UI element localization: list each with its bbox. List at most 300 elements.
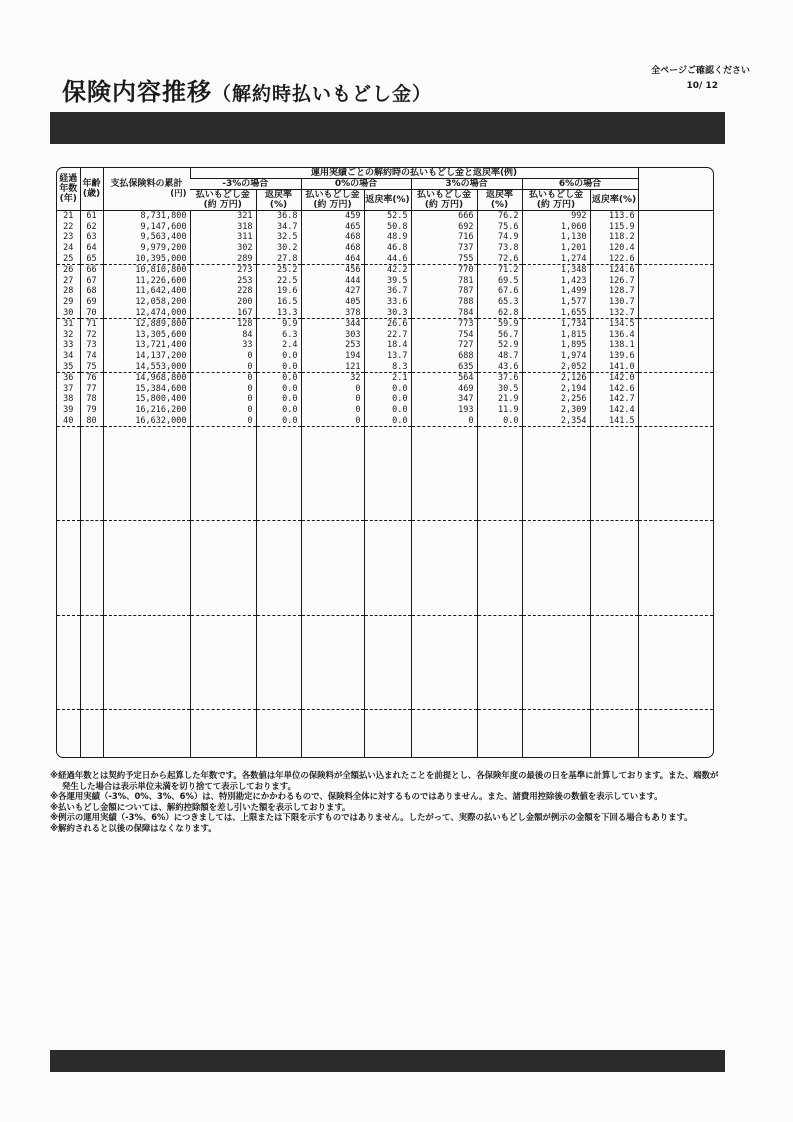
- table-cell: 0.0: [364, 405, 411, 416]
- refund-table: [57, 168, 713, 757]
- table-cell: 0.0: [256, 394, 301, 405]
- table-cell: 122.6: [590, 253, 638, 264]
- header-premium-total: [103, 168, 190, 211]
- table-cell: 78: [80, 394, 103, 405]
- footnote: ※経過年数とは契約予定日から起算した年数です。各数値は年単位の保険料が全額払い込まれたことを前提とし、各保険年度の最後の日を基準に計算しております。また、端数が発生した場合は表示単位未満を切り捨てて表示しております。: [50, 770, 719, 791]
- table-cell: 0.0: [256, 384, 301, 395]
- table-cell-blank: [301, 426, 364, 520]
- table-cell: 302: [190, 243, 256, 254]
- table-cell-blank: [638, 415, 713, 426]
- table-cell: 120.4: [590, 243, 638, 254]
- table-cell-blank: [256, 426, 301, 520]
- table-cell-blank: [411, 710, 477, 757]
- table-cell: 273: [190, 264, 256, 275]
- table-cell-blank: [103, 426, 190, 520]
- table-cell-blank: [80, 710, 103, 757]
- table-cell: 0: [301, 405, 364, 416]
- table-cell: 456: [301, 264, 364, 275]
- table-cell: 32: [301, 372, 364, 383]
- table-cell: 73: [80, 340, 103, 351]
- table-cell: 77: [80, 384, 103, 395]
- table-cell: 0: [190, 405, 256, 416]
- table-cell-blank: [638, 372, 713, 383]
- table-row: [57, 415, 713, 426]
- header-age: 年齢(歳): [80, 168, 103, 211]
- table-cell: 142.0: [590, 372, 638, 383]
- table-cell: 318: [190, 222, 256, 233]
- table-cell-blank: [190, 710, 256, 757]
- header-scenario-0: 0%の場合: [301, 179, 411, 190]
- table-cell: 65.3: [477, 297, 522, 308]
- table-cell-blank: [590, 426, 638, 520]
- table-cell: 14,553,000: [103, 361, 190, 372]
- table-cell: 1,974: [522, 351, 590, 362]
- table-row-empty: [57, 521, 713, 615]
- title-main: 保険内容推移: [62, 78, 212, 106]
- table-cell: 68: [80, 286, 103, 297]
- table-cell: 444: [301, 276, 364, 287]
- table-cell: 67.6: [477, 286, 522, 297]
- table-cell: 40: [57, 415, 80, 426]
- table-cell: 75.6: [477, 222, 522, 233]
- page-title: [62, 72, 432, 107]
- title-subtitle: （解約時払いもどし金）: [212, 83, 433, 105]
- table-cell: 0.0: [477, 415, 522, 426]
- table-cell: 1,130: [522, 232, 590, 243]
- table-cell: 9.9: [256, 318, 301, 329]
- table-cell: 18.4: [364, 340, 411, 351]
- refund-table-frame: [56, 167, 714, 758]
- table-row-empty: [57, 615, 713, 709]
- table-cell: 1,895: [522, 340, 590, 351]
- table-cell: 76.2: [477, 211, 522, 222]
- table-cell: 121: [301, 361, 364, 372]
- table-cell: 0.0: [256, 405, 301, 416]
- table-cell: 52.9: [477, 340, 522, 351]
- table-cell: 13,305,600: [103, 330, 190, 341]
- footnote: ※払いもどし金額については、解約控除額を差し引いた額を表示しております。: [50, 801, 351, 812]
- table-cell: 62.8: [477, 307, 522, 318]
- table-cell-blank: [103, 615, 190, 709]
- table-row: [57, 361, 713, 372]
- table-cell: 128.7: [590, 286, 638, 297]
- table-row: [57, 297, 713, 308]
- table-cell: 9,979,200: [103, 243, 190, 254]
- table-row: [57, 253, 713, 264]
- table-cell: 0.0: [364, 415, 411, 426]
- table-row: [57, 318, 713, 329]
- table-cell: 23: [63, 232, 74, 243]
- table-cell: 14,137,200: [103, 351, 190, 362]
- table-cell: 30.2: [256, 243, 301, 254]
- table-cell: 15,800,400: [103, 394, 190, 405]
- table-cell: 22: [63, 221, 74, 232]
- table-cell: 61: [80, 211, 103, 222]
- table-cell: 21: [63, 211, 74, 222]
- header-refund: 払いもどし金(約 万円): [522, 190, 590, 211]
- table-cell: 30.5: [477, 384, 522, 395]
- table-cell: 727: [411, 340, 477, 351]
- table-cell: 56.7: [477, 330, 522, 341]
- table-cell: 141.0: [590, 361, 638, 372]
- footnote: ※各運用実績（-3%、0%、3%、6%）は、特別勘定にかかわるもので、保険料全体に対するものではありません。また、諸費用控除後の数値を表示しています。: [50, 791, 663, 801]
- table-cell-blank: [638, 394, 713, 405]
- table-cell-blank: [590, 521, 638, 615]
- table-cell: 167: [190, 307, 256, 318]
- table-cell: 12,058,200: [103, 297, 190, 308]
- table-cell: 124.6: [590, 264, 638, 275]
- header-elapsed-years: 経過年数(年): [57, 168, 80, 211]
- table-cell-blank: [103, 521, 190, 615]
- table-cell: 43.6: [477, 361, 522, 372]
- table-row: [57, 384, 713, 395]
- table-cell: 34.7: [256, 222, 301, 233]
- header-premium-label: 支払保険料の累計: [110, 179, 183, 189]
- table-cell: 1,274: [522, 253, 590, 264]
- table-row: [57, 211, 713, 222]
- table-cell-blank: [80, 615, 103, 709]
- table-cell: 19.6: [256, 286, 301, 297]
- table-cell: 0: [411, 415, 477, 426]
- table-cell: 9,147,600: [103, 222, 190, 233]
- table-cell: 118.2: [590, 232, 638, 243]
- table-cell-blank: [638, 307, 713, 318]
- table-cell-blank: [638, 426, 713, 520]
- table-cell: 142.7: [590, 394, 638, 405]
- table-cell: 1,577: [522, 297, 590, 308]
- table-cell-blank: [522, 426, 590, 520]
- table-cell-blank: [638, 222, 713, 233]
- table-cell: 0: [190, 372, 256, 383]
- table-cell: 11.9: [477, 405, 522, 416]
- table-cell: 770: [411, 264, 477, 275]
- footnotes: [50, 770, 725, 833]
- table-row: [57, 372, 713, 383]
- header-scenario-3: 3%の場合: [411, 179, 522, 190]
- table-cell: 2,052: [522, 361, 590, 372]
- table-cell-blank: [80, 521, 103, 615]
- table-cell: 992: [522, 211, 590, 222]
- table-cell-blank: [638, 384, 713, 395]
- table-cell: 84: [190, 330, 256, 341]
- table-cell: 142.4: [590, 405, 638, 416]
- table-cell: 33: [190, 340, 256, 351]
- table-cell: 38: [63, 394, 74, 405]
- table-cell: 141.5: [590, 415, 638, 426]
- table-cell: 465: [301, 222, 364, 233]
- table-cell-blank: [256, 615, 301, 709]
- table-cell-blank: [190, 521, 256, 615]
- table-cell: 344: [301, 318, 364, 329]
- table-cell-blank: [522, 521, 590, 615]
- table-cell: 26.6: [364, 318, 411, 329]
- table-cell: 16.5: [256, 297, 301, 308]
- table-cell: 24: [63, 243, 74, 254]
- table-cell: 11,226,600: [103, 276, 190, 287]
- table-cell: 321: [190, 211, 256, 222]
- table-cell: 253: [301, 340, 364, 351]
- table-cell-blank: [301, 521, 364, 615]
- table-cell: 781: [411, 276, 477, 287]
- table-row: [57, 264, 713, 275]
- refund-table-body: [57, 211, 713, 758]
- table-cell: 39.5: [364, 276, 411, 287]
- table-cell: 10,810,800: [103, 264, 190, 275]
- table-cell-blank: [638, 340, 713, 351]
- table-cell: 12,889,800: [103, 318, 190, 329]
- table-cell: 0.0: [256, 372, 301, 383]
- table-cell: 1,815: [522, 330, 590, 341]
- table-cell: 31: [63, 319, 74, 330]
- table-cell-blank: [638, 286, 713, 297]
- table-cell: 29: [63, 297, 74, 308]
- table-cell: 11,642,400: [103, 286, 190, 297]
- table-cell-blank: [57, 710, 80, 757]
- table-cell: 10,395,000: [103, 253, 190, 264]
- header-scenario-group: 運用実績ごとの解約時の払いもどし金と返戻率(例): [190, 168, 638, 179]
- table-cell: 15,384,600: [103, 384, 190, 395]
- footnote: ※解約されると以後の保障はなくなります。: [50, 822, 217, 833]
- table-cell: 76: [80, 372, 103, 383]
- table-cell: 13.7: [364, 351, 411, 362]
- table-cell: 1,201: [522, 243, 590, 254]
- table-cell: 0.0: [364, 384, 411, 395]
- table-cell: 469: [411, 384, 477, 395]
- table-cell: 33.6: [364, 297, 411, 308]
- table-cell: 468: [301, 232, 364, 243]
- table-row: [57, 307, 713, 318]
- table-cell-blank: [364, 426, 411, 520]
- table-cell: 66: [80, 264, 103, 275]
- table-cell: 0: [301, 394, 364, 405]
- table-cell: 30.3: [364, 307, 411, 318]
- header-refund: 払いもどし金(約 万円): [301, 190, 364, 211]
- table-cell: 36.7: [364, 286, 411, 297]
- table-cell-blank: [477, 615, 522, 709]
- table-cell: 128: [190, 318, 256, 329]
- table-cell: 2,194: [522, 384, 590, 395]
- table-cell: 22.5: [256, 276, 301, 287]
- table-row: [57, 405, 713, 416]
- table-cell: 73.8: [477, 243, 522, 254]
- table-cell: 28: [63, 286, 74, 297]
- table-cell: 1,499: [522, 286, 590, 297]
- table-cell: 63: [80, 232, 103, 243]
- table-cell: 37.6: [477, 372, 522, 383]
- table-cell: 2,309: [522, 405, 590, 416]
- table-cell-blank: [190, 426, 256, 520]
- table-cell: 464: [301, 253, 364, 264]
- table-cell: 67: [80, 276, 103, 287]
- page-number: 10/ 12: [686, 81, 718, 91]
- table-cell: 688: [411, 351, 477, 362]
- table-cell: 2,256: [522, 394, 590, 405]
- table-cell: 142.6: [590, 384, 638, 395]
- table-cell: 126.7: [590, 276, 638, 287]
- table-cell-blank: [80, 426, 103, 520]
- table-cell: 405: [301, 297, 364, 308]
- table-cell-blank: [638, 710, 713, 757]
- table-cell: 14,968,800: [103, 372, 190, 383]
- table-cell: 21.9: [477, 394, 522, 405]
- table-cell-blank: [477, 426, 522, 520]
- table-row: [57, 286, 713, 297]
- table-cell: 773: [411, 318, 477, 329]
- table-cell: 755: [411, 253, 477, 264]
- table-cell-blank: [638, 264, 713, 275]
- table-cell-blank: [522, 710, 590, 757]
- table-row: [57, 351, 713, 362]
- table-cell: 25.2: [256, 264, 301, 275]
- table-cell-blank: [590, 615, 638, 709]
- table-cell-blank: [364, 521, 411, 615]
- table-cell-blank: [638, 211, 713, 222]
- table-cell: 427: [301, 286, 364, 297]
- table-cell: 39: [63, 404, 74, 415]
- header-refund: 払いもどし金(約 万円): [190, 190, 256, 211]
- table-cell: 25: [57, 253, 80, 264]
- table-cell: 0: [190, 394, 256, 405]
- table-cell: 62: [80, 222, 103, 233]
- table-cell: 716: [411, 232, 477, 243]
- table-cell-blank: [638, 521, 713, 615]
- footer-band: [50, 1050, 725, 1072]
- table-cell: 0.0: [256, 351, 301, 362]
- table-cell-blank: [522, 615, 590, 709]
- table-cell: 75: [80, 361, 103, 372]
- table-row: [57, 232, 713, 243]
- table-cell: 193: [411, 405, 477, 416]
- table-cell: 1,423: [522, 276, 590, 287]
- table-cell-blank: [638, 232, 713, 243]
- table-cell: 1,734: [522, 318, 590, 329]
- table-cell: 8.3: [364, 361, 411, 372]
- table-cell: 784: [411, 307, 477, 318]
- table-cell-blank: [364, 710, 411, 757]
- header-band: [50, 112, 725, 144]
- table-cell: 2,354: [522, 415, 590, 426]
- table-cell: 115.9: [590, 222, 638, 233]
- table-cell: 303: [301, 330, 364, 341]
- table-cell: 138.1: [590, 340, 638, 351]
- review-notice: 全ページご確認ください: [651, 66, 750, 76]
- table-cell: 72: [80, 330, 103, 341]
- table-cell: 311: [190, 232, 256, 243]
- table-cell: 59.9: [477, 318, 522, 329]
- table-cell: 9,563,400: [103, 232, 190, 243]
- table-cell: 50.8: [364, 222, 411, 233]
- table-cell: 0: [190, 351, 256, 362]
- table-cell: 33: [63, 340, 74, 351]
- table-cell: 0: [190, 384, 256, 395]
- table-cell-blank: [638, 405, 713, 416]
- table-cell: 48.7: [477, 351, 522, 362]
- table-cell: 130.7: [590, 297, 638, 308]
- table-row-empty: [57, 710, 713, 757]
- footnote: ※例示の運用実績（-3%、6%）につきましては、上限または下限を示すものではありません。したがって、実際の払いもどし金額が例示の金額を下回る場合もあります。: [50, 812, 693, 822]
- table-cell: 1,060: [522, 222, 590, 233]
- table-cell: 71.2: [477, 264, 522, 275]
- table-cell: 13,721,400: [103, 340, 190, 351]
- table-cell: 289: [190, 253, 256, 264]
- header-premium-unit: (円): [170, 189, 187, 199]
- table-cell: 32.5: [256, 232, 301, 243]
- table-cell: 37: [63, 383, 74, 394]
- table-cell-blank: [638, 361, 713, 372]
- table-cell: 36: [63, 373, 74, 384]
- table-cell: 12,474,000: [103, 307, 190, 318]
- table-cell: 692: [411, 222, 477, 233]
- table-cell: 564: [411, 372, 477, 383]
- table-cell-blank: [638, 351, 713, 362]
- table-cell: 0.0: [256, 415, 301, 426]
- table-cell-blank: [57, 426, 80, 520]
- table-cell: 0: [190, 361, 256, 372]
- table-cell: 378: [301, 307, 364, 318]
- table-cell: 788: [411, 297, 477, 308]
- header-rate: 返戻率(%): [364, 190, 411, 211]
- table-row-empty: [57, 426, 713, 520]
- table-row: [57, 222, 713, 233]
- table-cell: 71: [80, 318, 103, 329]
- table-cell: 74: [80, 351, 103, 362]
- table-cell: 0.0: [256, 361, 301, 372]
- table-cell: 69: [80, 297, 103, 308]
- table-cell: 52.5: [364, 211, 411, 222]
- table-cell: 22.7: [364, 330, 411, 341]
- table-cell: 26: [63, 265, 74, 276]
- header-scenario-6: 6%の場合: [522, 179, 638, 190]
- table-cell: 42.2: [364, 264, 411, 275]
- table-cell-blank: [638, 297, 713, 308]
- table-cell: 34: [63, 351, 74, 362]
- header-scenario-minus3: -3%の場合: [190, 179, 301, 190]
- table-cell: 6.3: [256, 330, 301, 341]
- table-cell: 64: [80, 243, 103, 254]
- table-cell: 635: [411, 361, 477, 372]
- table-cell-blank: [411, 521, 477, 615]
- table-cell: 16,216,200: [103, 405, 190, 416]
- table-cell: 787: [411, 286, 477, 297]
- table-cell: 8,731,800: [103, 211, 190, 222]
- table-cell-blank: [57, 615, 80, 709]
- table-cell: 0: [301, 384, 364, 395]
- table-cell-blank: [638, 615, 713, 709]
- table-cell: 36.8: [256, 211, 301, 222]
- table-cell: 32: [63, 329, 74, 340]
- table-cell-blank: [638, 318, 713, 329]
- table-cell: 468: [301, 243, 364, 254]
- header-rate: 返戻率(%): [256, 190, 301, 211]
- table-cell-blank: [364, 615, 411, 709]
- table-cell: 35: [57, 361, 80, 372]
- table-cell: 459: [301, 211, 364, 222]
- table-cell: 347: [411, 394, 477, 405]
- table-cell-blank: [477, 521, 522, 615]
- table-cell: 737: [411, 243, 477, 254]
- table-cell: 72.6: [477, 253, 522, 264]
- table-cell: 79: [80, 405, 103, 416]
- table-cell-blank: [301, 710, 364, 757]
- table-cell: 46.8: [364, 243, 411, 254]
- table-cell: 228: [190, 286, 256, 297]
- table-cell: 0: [190, 415, 256, 426]
- table-cell: 1,655: [522, 307, 590, 318]
- table-row: [57, 330, 713, 341]
- table-cell-blank: [411, 615, 477, 709]
- header-row-1: [57, 168, 713, 179]
- table-cell-blank: [301, 615, 364, 709]
